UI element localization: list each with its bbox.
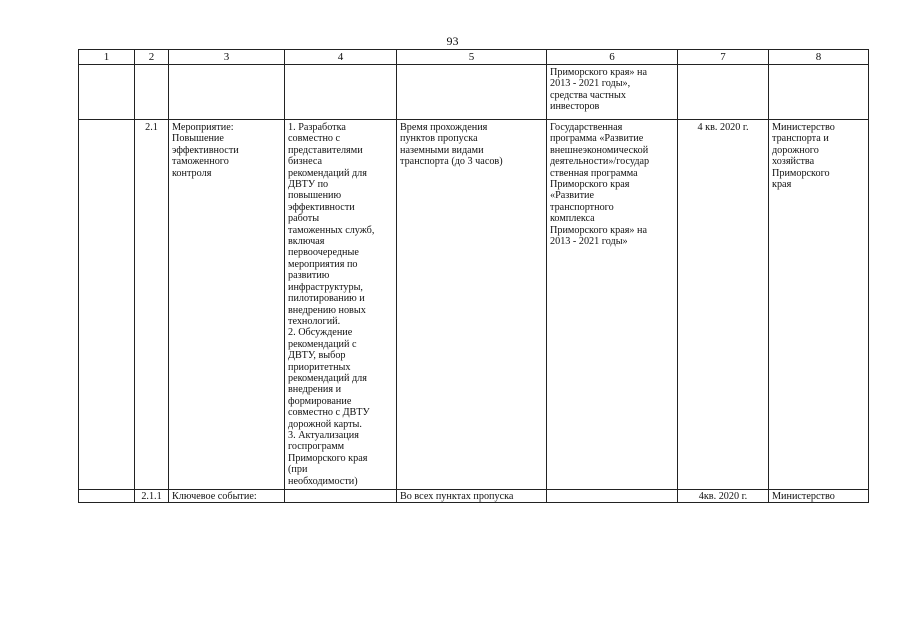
text-line: инфраструктуры, bbox=[288, 281, 363, 293]
page-number: 93 bbox=[446, 34, 459, 48]
text-line: транспорта и bbox=[772, 133, 829, 145]
cell-col2 bbox=[135, 65, 169, 120]
cell-measure: Ключевое событие: bbox=[169, 490, 285, 503]
text-line: Министерство bbox=[772, 122, 835, 133]
text-line: программа «Развитие bbox=[550, 133, 644, 145]
column-header-1: 1 bbox=[79, 50, 135, 65]
text-line: таможенных служб, bbox=[288, 224, 375, 236]
text-line: первоочередные bbox=[288, 247, 359, 259]
text-line: «Развитие bbox=[550, 190, 594, 202]
cell-funding bbox=[547, 120, 678, 490]
text-line: Приморского края» на bbox=[550, 67, 648, 78]
table-row-continuation bbox=[79, 65, 869, 120]
cell-col1 bbox=[79, 490, 135, 503]
cell-actions bbox=[285, 490, 397, 503]
cell-item-number: 2.1 bbox=[135, 120, 169, 490]
text-line: 1. Разработка bbox=[288, 122, 346, 133]
text-line: комплекса bbox=[550, 213, 595, 225]
column-number-row bbox=[79, 50, 869, 65]
cell-col7 bbox=[678, 65, 769, 120]
text-line: 2013 - 2021 годы» bbox=[550, 236, 628, 248]
cell-col5 bbox=[397, 65, 547, 120]
text-line: рекомендаций для bbox=[288, 167, 367, 179]
cell-measure bbox=[169, 120, 285, 490]
text-line: хозяйства bbox=[772, 156, 815, 168]
text-line: необходимости) bbox=[288, 475, 358, 487]
text-line: 3. Актуализация bbox=[288, 429, 359, 441]
text-line: дорожной карты. bbox=[288, 418, 362, 430]
text-line: рекомендаций с bbox=[288, 338, 357, 350]
cell-deadline: 4 кв. 2020 г. bbox=[678, 120, 769, 490]
text-line: ственная программа bbox=[550, 167, 638, 179]
text-line: совместно с bbox=[288, 133, 341, 145]
text-line: работы bbox=[288, 213, 320, 225]
text-line: совместно с ДВТУ bbox=[288, 407, 370, 419]
text-line: ДВТУ, выбор bbox=[288, 350, 346, 362]
text-line: приоритетных bbox=[288, 361, 351, 373]
text-line: повышению bbox=[288, 190, 342, 202]
text-line: Мероприятие: bbox=[172, 122, 234, 133]
cell-col4 bbox=[285, 65, 397, 120]
column-header-3: 3 bbox=[169, 50, 285, 65]
text-line: технологий. bbox=[288, 315, 341, 327]
text-line: Время прохождения bbox=[400, 122, 488, 133]
text-line: эффективности bbox=[172, 144, 239, 156]
text-line: Приморского края» на bbox=[550, 224, 648, 236]
text-line: формирование bbox=[288, 395, 352, 407]
column-header-5: 5 bbox=[397, 50, 547, 65]
cell-item-number: 2.1.1 bbox=[135, 490, 169, 503]
cell-col3 bbox=[169, 65, 285, 120]
table-row-2-1 bbox=[79, 120, 869, 490]
text-line: бизнеса bbox=[288, 156, 323, 168]
text-line: Повышение bbox=[172, 133, 224, 145]
text-line: пилотированию и bbox=[288, 293, 365, 305]
text-line: представителями bbox=[288, 144, 363, 156]
cell-col1 bbox=[79, 120, 135, 490]
cell-responsible: Министерство bbox=[769, 490, 869, 503]
cell-funding bbox=[547, 490, 678, 503]
text-line: Приморского края bbox=[550, 179, 630, 191]
column-header-2: 2 bbox=[135, 50, 169, 65]
cell-responsible bbox=[769, 120, 869, 490]
text-line: пунктов пропуска bbox=[400, 133, 478, 145]
text-line: 2013 - 2021 годы», bbox=[550, 78, 631, 90]
text-line: (при bbox=[288, 464, 308, 476]
cell-funding-continuation bbox=[547, 65, 678, 120]
text-line: Государственная bbox=[550, 122, 623, 133]
text-line: развитию bbox=[288, 270, 330, 282]
cell-indicator: Во всех пунктах пропуска bbox=[397, 490, 547, 503]
cell-col8 bbox=[769, 65, 869, 120]
text-line: инвесторов bbox=[550, 101, 600, 113]
cell-col1 bbox=[79, 65, 135, 120]
text-line: внешнеэкономической bbox=[550, 144, 649, 156]
text-line: таможенного bbox=[172, 156, 229, 168]
text-line: включая bbox=[288, 236, 325, 248]
text-line: мероприятия по bbox=[288, 258, 358, 270]
text-line: рекомендаций для bbox=[288, 372, 367, 384]
text-line: Приморского края bbox=[288, 452, 368, 464]
column-header-8: 8 bbox=[769, 50, 869, 65]
cell-actions bbox=[285, 120, 397, 490]
text-line: внедрению новых bbox=[288, 304, 366, 316]
text-line: контроля bbox=[172, 167, 212, 179]
text-line: внедрения и bbox=[288, 384, 342, 396]
text-line: транспорта (до 3 часов) bbox=[400, 156, 503, 168]
text-line: края bbox=[772, 179, 792, 191]
column-header-7: 7 bbox=[678, 50, 769, 65]
text-line: средства частных bbox=[550, 89, 626, 101]
column-header-6: 6 bbox=[547, 50, 678, 65]
text-line: 2. Обсуждение bbox=[288, 327, 353, 339]
text-line: эффективности bbox=[288, 201, 355, 213]
cell-deadline: 4кв. 2020 г. bbox=[678, 490, 769, 503]
text-line: госпрограмм bbox=[288, 441, 345, 453]
column-header-4: 4 bbox=[285, 50, 397, 65]
table-row-2-1-1 bbox=[79, 490, 869, 503]
text-line: дорожного bbox=[772, 144, 819, 156]
plan-table bbox=[78, 49, 869, 503]
text-line: ДВТУ по bbox=[288, 179, 329, 191]
text-line: деятельности»/государ bbox=[550, 156, 650, 168]
cell-indicator bbox=[397, 120, 547, 490]
text-line: Приморского bbox=[772, 167, 830, 179]
text-line: наземными видами bbox=[400, 144, 484, 156]
text-line: транспортного bbox=[550, 201, 614, 213]
